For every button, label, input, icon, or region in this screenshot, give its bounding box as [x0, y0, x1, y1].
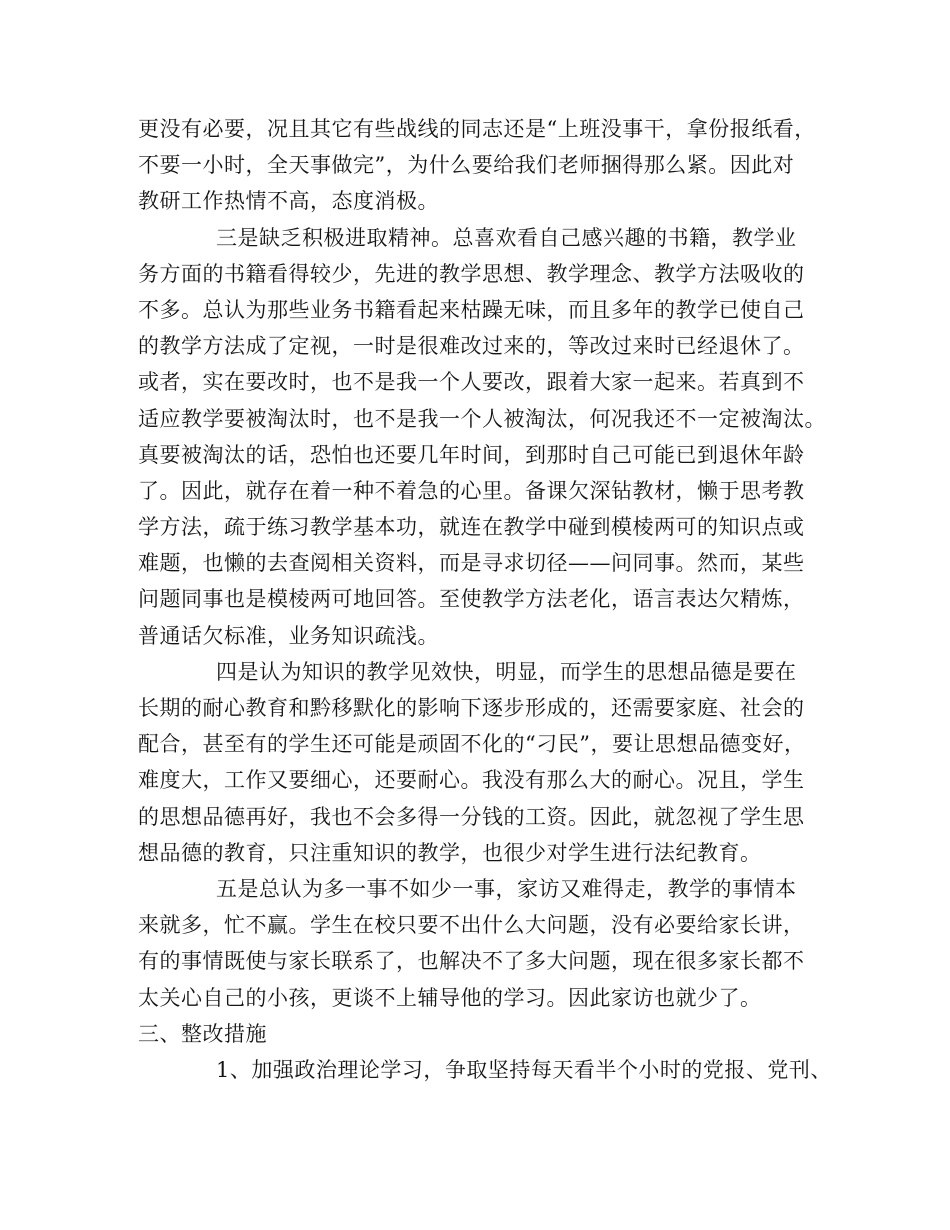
text-line: 三、整改措施	[138, 1021, 267, 1046]
text-line: 配合，甚至有的学生还可能是顽固不化的“刁民”，要让思想品德变好，	[138, 732, 806, 757]
text-line: 或者，实在要改时，也不是我一个人要改，跟着大家一起来。若真到不	[138, 370, 805, 395]
text-line: 问题同事也是模棱两可地回答。至使教学方法老化，语言表达欠精炼，	[138, 587, 805, 612]
text-line: 普通话欠标准，业务知识疏浅。	[138, 623, 439, 648]
document-body	[138, 111, 838, 1088]
text-line: 真要被淘汰的话，恐怕也还要几年时间，到那时自己可能已到退休年龄	[138, 442, 805, 467]
text-line: 有的事情既使与家长联系了，也解决不了多大问题，现在很多家长都不	[138, 949, 805, 974]
text-line: 想品德的教育，只注重知识的教学，也很少对学生进行法纪教育。	[138, 840, 762, 865]
text-line: 更没有必要，况且其它有些战线的同志还是“上班没事干，拿份报纸看，	[138, 117, 816, 141]
text-line: 难题，也懒的去查阅相关资料，而是寻求切径——问同事。然而，某些	[138, 551, 805, 576]
text-line: 不要一小时，全天事做完”，为什么要给我们老师捆得那么紧。因此对	[138, 153, 795, 178]
text-line: 难度大，工作又要细心，还要耐心。我没有那么大的耐心。况且，学生	[138, 768, 805, 793]
text-line: 了。因此，就存在着一种不着急的心里。备课欠深钻教材，懒于思考教	[138, 478, 805, 503]
paragraph-first-line: 三是缺乏积极进取精神。总喜欢看自己感兴趣的书籍，教学业	[216, 225, 797, 250]
text-line: 教研工作热情不高，态度消极。	[138, 189, 439, 214]
text-line: 的教学方法成了定视，一时是很难改过来的，等改过来时已经退休了。	[138, 334, 805, 359]
text-line: 不多。总认为那些业务书籍看起来枯躁无味，而且多年的教学已使自己	[138, 297, 805, 322]
text-line: 适应教学要被淘汰时，也不是我一个人被淘汰，何况我还不一定被淘汰。	[138, 406, 826, 431]
paragraph-first-line: 1、加强政治理论学习，争取坚持每天看半个小时的党报、党刊、	[216, 1057, 832, 1082]
text-line: 务方面的书籍看得较少，先进的教学思想、教学理念、教学方法吸收的	[138, 261, 805, 286]
paragraph-first-line: 四是认为知识的教学见效快，明显，而学生的思想品德是要在	[216, 659, 797, 684]
text-line: 来就多，忙不赢。学生在校只要不出什么大问题，没有必要给家长讲，	[138, 913, 805, 938]
text-line: 学方法，疏于练习教学基本功，就连在教学中碰到模棱两可的知识点或	[138, 515, 805, 540]
text-line: 长期的耐心教育和黔移默化的影响下逐步形成的，还需要家庭、社会的	[138, 696, 805, 720]
text-line: 的思想品德再好，我也不会多得一分钱的工资。因此，就忽视了学生思	[138, 804, 805, 829]
text-line: 太关心自己的小孩，更谈不上辅导他的学习。因此家访也就少了。	[138, 985, 762, 1010]
paragraph-first-line: 五是总认为多一事不如少一事，家访又难得走，教学的事情本	[216, 876, 797, 901]
